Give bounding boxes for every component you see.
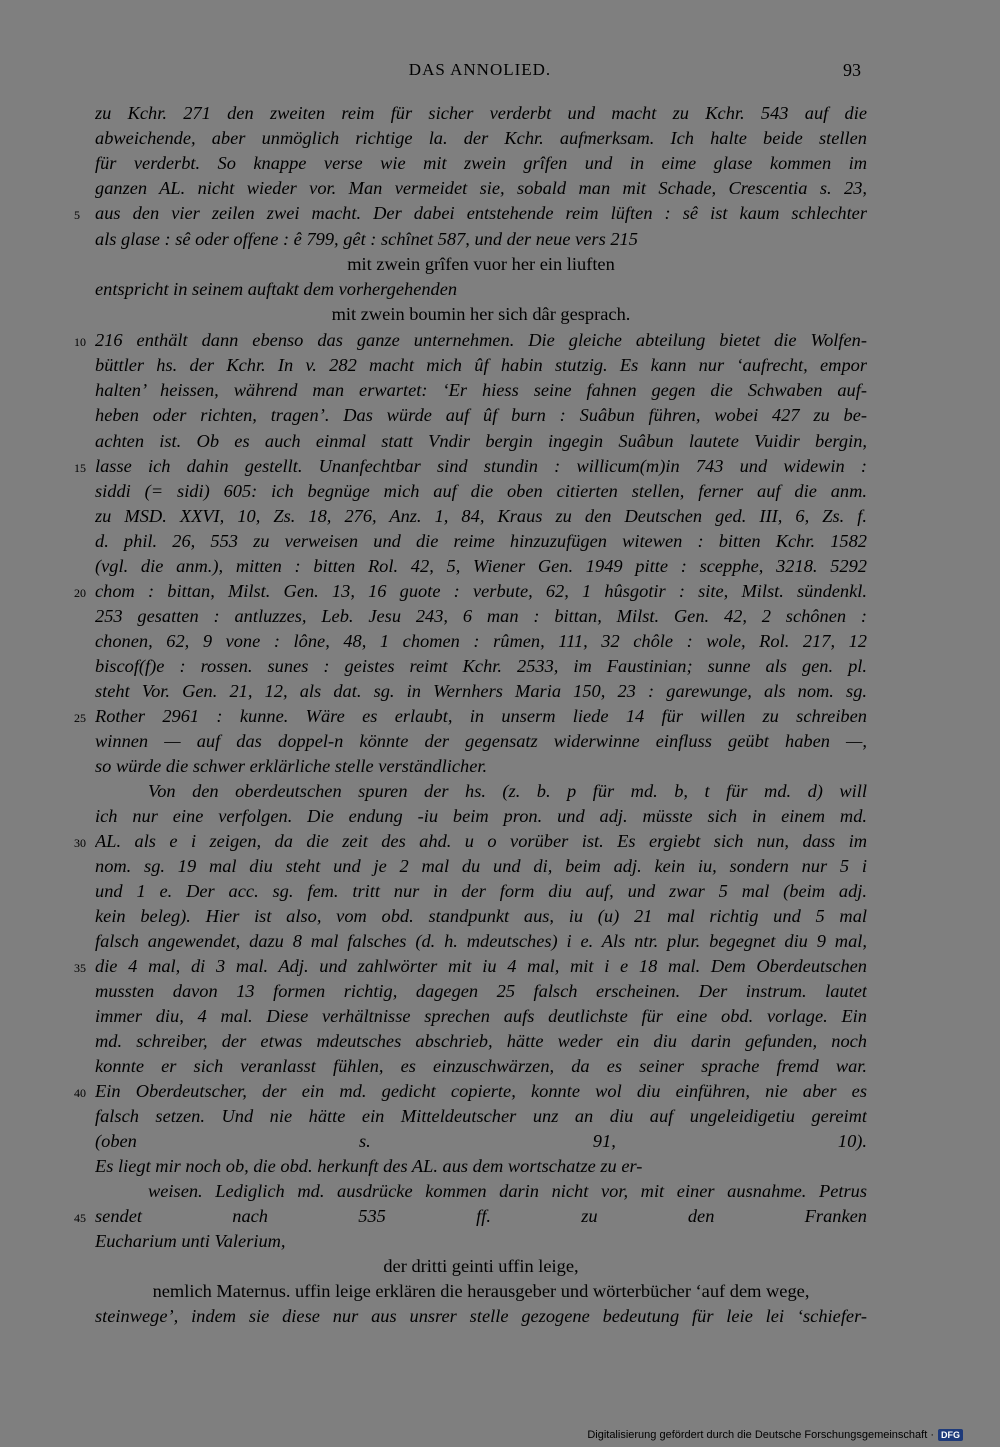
text-line: siddi (= sidi) 605: ich begnüge mich auf die oben citierten stellen, ferner auf die anm. (95, 481, 867, 501)
digitization-footer (587, 1429, 963, 1441)
text-line: nom. sg. 19 mal diu steht und je 2 mal du und di, beim adj. kein iu, sondern nur 5 i (95, 856, 867, 876)
text-line: sendet nach 535 ff. zu den Franken (95, 1206, 867, 1226)
text-line: konnte er sich veranlasst fühlen, es einzuschwärzen, da es seiner sprache fremd war. (95, 1056, 867, 1076)
verse-quote: der dritti geinti uffin leige, (383, 1256, 579, 1276)
running-title: DAS ANNOLIED. (408, 60, 552, 79)
text-line: heben oder richten, tragen’. Das würde auf ûf burn : Suâbun führen, wobei 427 zu be- (95, 405, 867, 425)
text-line: Von den oberdeutschen spuren der hs. (z. b. p für md. b, t für md. d) will (148, 781, 867, 801)
text-line: achten ist. Ob es auch einmal statt Vndir bergin ingegin Suâbun lautete Vuidir bergin, (95, 431, 867, 451)
text-line: 253 gesatten : antluzzes, Leb. Jesu 243, 6 man : bittan, Milst. Gen. 42, 2 schônen : (95, 606, 867, 626)
text-line: biscof(f)e : rossen. sunes : geistes reimt Kchr. 2533, im Faustinian; sunne als gen. pl. (95, 656, 867, 676)
text-line: 216 enthält dann ebenso das ganze unternehmen. Die gleiche abteilung bietet die Wolfen- (95, 330, 867, 350)
text-line: Rother 2961 : kunne. Wäre es erlaubt, in unserm liede 14 für willen zu schreiben (95, 706, 867, 726)
text-line: falsch angewendet, dazu 8 mal falsches (d. h. mdeutsches) i e. Als ntr. plur. begegnet diu 9 mal, (95, 931, 867, 951)
verse-quote: mit zwein grîfen vuor her ein liuften (347, 254, 615, 274)
text-line: so würde die schwer erklärliche stelle verständlicher. (95, 756, 488, 776)
text-line: mussten davon 13 formen richtig, dagegen 25 falsch erscheinen. Der instrum. lautet (95, 981, 867, 1001)
line-number: 45 (74, 1211, 86, 1225)
text-line: büttler hs. der Kchr. In v. 282 macht mich ûf habin stutzig. Es kann nur ‘aufrecht, empor (95, 355, 867, 375)
text-line: immer diu, 4 mal. Diese verhältnisse sprechen aufs deutlichste für eine obd. vorlage. Ein (95, 1006, 867, 1026)
text-line: ganzen AL. nicht wieder vor. Man vermeidet sie, sobald man mit Schade, Crescentia s. 23, (95, 178, 867, 198)
text-line: weisen. Lediglich md. ausdrücke kommen darin nicht vor, mit einer ausnahme. Petrus (148, 1181, 867, 1201)
dfg-logo-icon: DFG (938, 1429, 963, 1441)
text-line (95, 1329, 867, 1353)
text-line: zu MSD. XXVI, 10, Zs. 18, 276, Anz. 1, 84, Kraus zu den Deutschen ged. III, 6, Zs. f. (95, 506, 867, 526)
text-line: AL. als e i zeigen, da die zeit des ahd. u o vorüber ist. Es ergiebt sich nun, dass im (95, 831, 867, 851)
text-line: entspricht in seinem auftakt dem vorhergehenden (95, 279, 458, 299)
text-line: Ein Oberdeutscher, der ein md. gedicht copierte, konnte wol diu einführen, nie aber es (95, 1081, 867, 1101)
page-number: 93 (843, 60, 861, 80)
text-line: zu Kchr. 271 den zweiten reim für sicher verderbt und macht zu Kchr. 543 auf die (95, 103, 867, 123)
line-number: 25 (74, 711, 86, 725)
text-line: Es liegt mir noch ob, die obd. herkunft des AL. aus dem wortschatze zu er- (95, 1156, 643, 1176)
text-line: (vgl. die anm.), mitten : bitten Rol. 42, 5, Wiener Gen. 1949 pitte : scepphe, 3218. 5292 (95, 556, 867, 576)
text-line: als glase : sê oder offene : ê 799, gêt : schînet 587, und der neue vers 215 (95, 229, 638, 249)
line-number: 15 (74, 461, 86, 475)
text-line: halten’ heissen, während man erwartet: ‘Er hiess seine fahnen gegen die Schwaben auf- (95, 380, 867, 400)
text-line: (oben s. 91, 10). (95, 1131, 867, 1151)
text-line: falsch setzen. Und nie hätte ein Mitteldeutscher unz an diu auf ungeleidigetiu gereimt (95, 1106, 867, 1126)
text-line: aus den vier zeilen zwei macht. Der dabei entstehende reim lüften : sê ist kaum schlechter (95, 203, 867, 223)
text-line: d. phil. 26, 553 zu verweisen und die reime hinzuzufügen witewen : bitten Kchr. 1582 (95, 531, 867, 551)
text-line: abweichende, aber unmöglich richtige la. der Kchr. aufmerksam. Ich halte beide stellen (95, 128, 867, 148)
text-line: steinwege’, indem sie diese nur aus unsrer stelle gezogene bedeutung für leie lei ‘schiefer- (95, 1306, 867, 1326)
text-line: die 4 mal, di 3 mal. Adj. und zahlwörter mit iu 4 mal, mit i e 18 mal. Dem Oberdeutschen (95, 956, 867, 976)
footer-text: Digitalisierung gefördert durch die Deutsche Forschungsgemeinschaft · (587, 1429, 934, 1441)
verse-quote: mit zwein boumin her sich dâr gesprach. (331, 304, 631, 324)
line-number: 10 (74, 335, 86, 349)
text-line: und 1 e. Der acc. sg. fem. tritt nur in der form diu auf, und zwar 5 mal (beim adj. (95, 881, 867, 901)
line-number: 20 (74, 586, 86, 600)
text-line: lasse ich dahin gestellt. Unanfechtbar sind stundin : willicum(m)in 743 und widewin : (95, 456, 867, 476)
line-number: 30 (74, 836, 86, 850)
line-number: 40 (74, 1086, 86, 1100)
text-line: md. schreiber, der etwas mdeutsches abschrieb, hätte weder ein diu darin gefunden, noch (95, 1031, 867, 1051)
line-number: 35 (74, 961, 86, 975)
text-line: winnen — auf das doppel-n könnte der gegensatz widerwinne einfluss geübt haben —, (95, 731, 867, 751)
text-line: steht Vor. Gen. 21, 12, als dat. sg. in Wernhers Maria 150, 23 : garewunge, als nom. sg. (95, 681, 867, 701)
text-line: Eucharium unti Valerium, (95, 1231, 286, 1251)
text-line: chom : bittan, Milst. Gen. 13, 16 guote : verbute, 62, 1 hûsgotir : site, Milst. sündenkl. (95, 581, 867, 601)
text-line: ich nur eine verfolgen. Die endung -iu beim pron. und adj. müsste sich in einem md. (95, 806, 867, 826)
text-line: kein beleg). Hier ist also, vom obd. standpunkt aus, iu (u) 21 mal richtig und 5 mal (95, 906, 867, 926)
text-line: chonen, 62, 9 vone : lône, 48, 1 chomen : rûmen, 111, 32 chôle : wole, Rol. 217, 12 (95, 631, 867, 651)
text-line: für verderbt. So knappe verse wie mit zwein grîfen und in eime glase kommen im (95, 153, 867, 173)
line-number: 5 (74, 208, 80, 222)
verse-quote: nemlich Maternus. uffin leige erklären die herausgeber und wörterbücher ‘auf dem wege, (152, 1281, 810, 1301)
